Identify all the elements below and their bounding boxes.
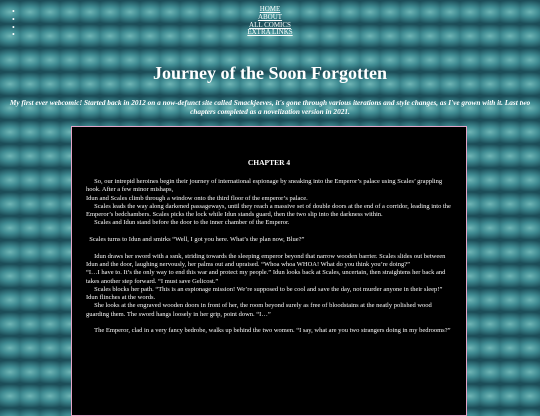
nav-bullet: • [12, 30, 15, 40]
nav-bullet: • [12, 14, 15, 24]
main-nav [0, 5, 540, 40]
paragraph-gap [86, 319, 452, 327]
story-paragraph: Scales and Idun stand before the door to the inner chamber of the Emperor. [86, 219, 290, 227]
story-paragraph: So, our intrepid heroines begin their journey of international espionage by sneaking into the Emperor’s palace using Scales’ grappling hook. After a few minor mishaps, [86, 178, 444, 194]
story-paragraph: She looks at the engraved wooden doors in front of her, the room beyond surely as free of bloodstains at the neatly polished wood guarding them. The sword hangs loosely in her grip, point down. “I…” [86, 302, 434, 318]
chapter-content-panel [71, 126, 467, 416]
paragraph-gap [86, 228, 452, 236]
chapter-heading: CHAPTER 4 [247, 158, 291, 167]
nav-link-all-comics[interactable]: ALL COMICS [249, 20, 291, 29]
chapter-body [86, 178, 452, 336]
site-title: Journey of the Soon Forgotten [153, 63, 387, 83]
site-description: My first ever webcomic! Started back in 2012 on a now-defunct site called Smackjeeves, it's gone through various iterations and style changes, as I've grown with it. Last two chapters completed as a novelization version in 2021. [9, 98, 531, 116]
story-paragraph: The Emperor, clad in a very fancy bedrobe, walks up behind the two women. “I say, what are you two strangers doing in my bedrooms?” [86, 327, 451, 335]
nav-link-extra-links[interactable]: EXTRA LINKS [247, 28, 293, 37]
story-paragraph: Scales blocks her path. “This is an espionage mission! We’re supposed to be cool and save the day, not murder anyone in their sleep!” Idun flinches at the words. [86, 285, 444, 302]
nav-link-home[interactable]: HOME [259, 5, 281, 13]
story-paragraph: Idun draws her sword with a ssnk, striding towards the sleeping emperor beyond that narrow wooden barrier. Scales slides out between Idun and the door, laughing nervously, her palms out and upraised. “Whoa whoa WHOA! What do you think you’re doing?” [86, 252, 448, 268]
story-paragraph: Idun and Scales climb through a window onto the third floor of the emperor’s palace. [86, 194, 308, 202]
nav-bullet: • [12, 7, 15, 16]
story-paragraph: Scales turns to Idun and smirks “Well, I got you here. What’s the plan now, Blue?” [86, 236, 305, 244]
paragraph-gap [86, 244, 452, 252]
story-paragraph: “I…I have to. It’s the only way to end this war and protect my people.” Idun looks back at Scales, uncertain, then straightens her back and takes another step forward. “I must save Gelicost.” [86, 269, 448, 285]
story-paragraph: Scales leads the way along darkened passageways, until they reach a massive set of double doors at the end of a corridor, leading into the Emperor’s bedchambers. Scales picks the lock while Idun stands guard, then the two slip into the darkness within. [86, 202, 453, 219]
nav-link-about[interactable]: ABOUT [257, 12, 283, 21]
nav-bullet: • [12, 22, 15, 32]
